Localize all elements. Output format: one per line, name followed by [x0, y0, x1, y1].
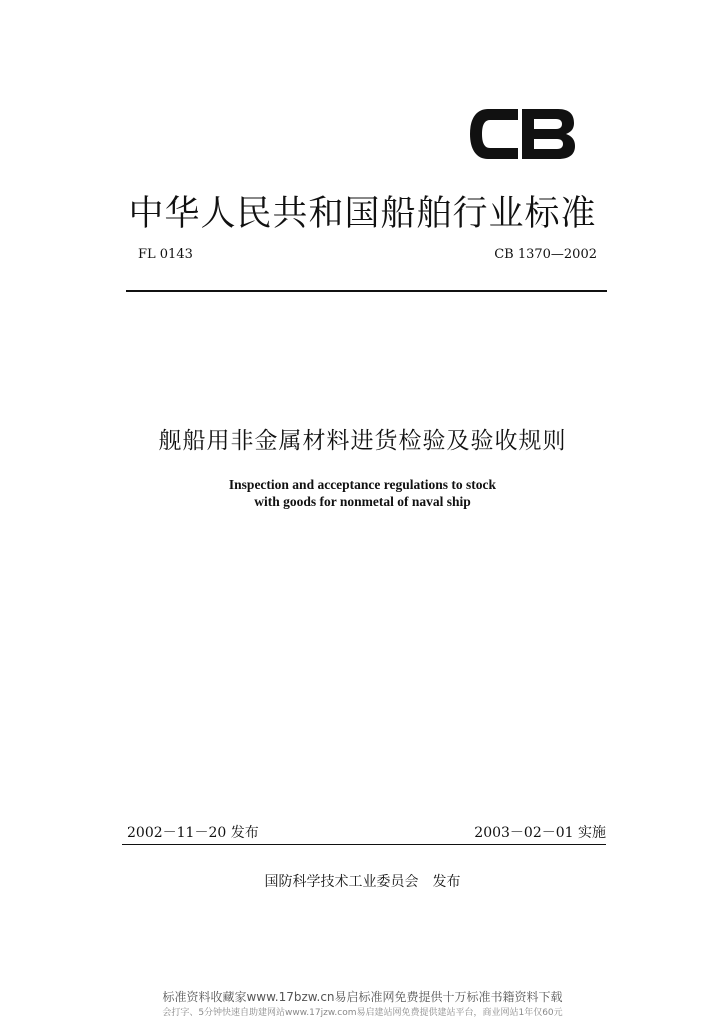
watermark-line2: 会打字、5分钟快速自助建网站www.17jzw.com易启建站网免费提供建站平台，商业网站1年仅60元: [162, 1008, 563, 1018]
header-divider: [126, 290, 607, 292]
document-title-en-line1: Inspection and acceptance regulations to stock: [228, 477, 497, 492]
watermark-line1: 标准资料收藏家www.17bzw.cn易启标准网免费提供十万标准书籍资料下载: [162, 990, 563, 1004]
publisher-name: 国防科学技术工业委员会: [264, 874, 419, 890]
document-title-en-line2: with goods for nonmetal of naval ship: [254, 494, 471, 509]
implementation-date: 2003－02－01 实施: [474, 825, 606, 841]
footer-divider: [122, 844, 606, 845]
standard-number: CB 1370—2002: [494, 247, 597, 262]
document-title-cn: 舰船用非金属材料进货检验及验收规则: [158, 428, 567, 454]
cb-logo: [466, 103, 578, 165]
classification-code: FL 0143: [138, 247, 193, 262]
standard-title: 中华人民共和国船舶行业标准: [128, 194, 597, 234]
publisher-line: [0, 871, 725, 891]
publisher-action: 发布: [432, 874, 461, 890]
issue-date: 2002－11－20 发布: [127, 825, 259, 841]
